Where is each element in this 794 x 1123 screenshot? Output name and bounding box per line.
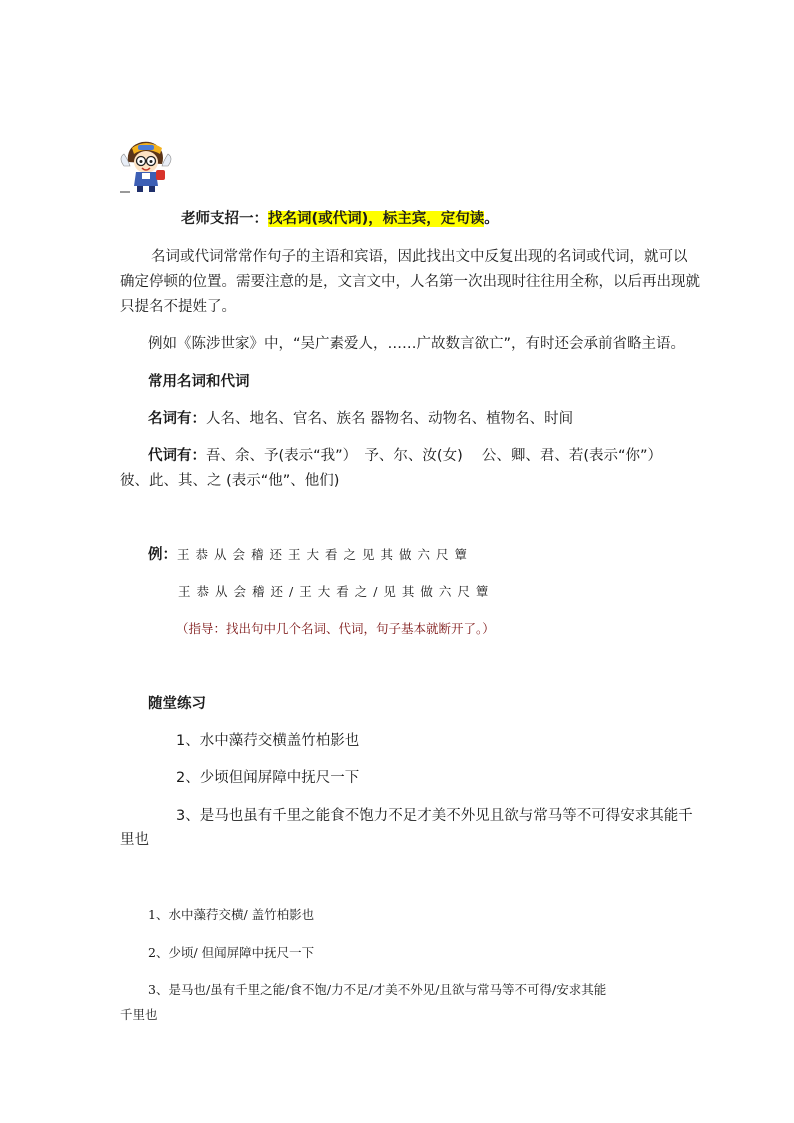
practice-question-3-line-2: 里也 <box>120 832 149 848</box>
example-paragraph: 例如《陈涉世家》中，“吴广素爱人，……广故数言欲亡”，有时还会承前省略主语。 <box>148 336 686 352</box>
pronouns-text: 吾、余、予(表示“我”） 予、尔、汝(女) 公、卿、君、若(表示“你”） <box>206 448 663 464</box>
pronouns-line-1 <box>148 446 662 466</box>
example-label: 例： <box>148 547 177 563</box>
teacher-tip-line <box>181 209 499 229</box>
common-words-heading: 常用名词和代词 <box>148 374 250 390</box>
pronouns-label: 代词有： <box>148 448 206 464</box>
answer-2: 2、少顷/ 但闻屏障中抚尺一下 <box>148 945 315 960</box>
intro-paragraph-line-1: 名词或代词常常作句子的主语和宾语，因此找出文中反复出现的名词或代词，就可以 <box>151 249 688 265</box>
tip-end: 。 <box>484 211 499 227</box>
example-sentence-line <box>148 545 473 565</box>
practice-question-2: 2、少顷但闻屏障中抚尺一下 <box>176 770 360 786</box>
answer-3-line-1: 3、是马也/虽有千里之能/食不饱/力不足/才美不外见/且欲与常马等不可得/安求其能 <box>148 982 607 997</box>
answer-1: 1、水中藻荇交横/ 盖竹柏影也 <box>148 907 315 922</box>
intro-paragraph-line-3: 只提名不提姓了。 <box>120 299 236 315</box>
tip-label: 老师支招一： <box>181 211 268 227</box>
tip-highlight: 找名词(或代词)，标主宾，定句读 <box>268 211 485 227</box>
nouns-label: 名词有： <box>148 411 206 427</box>
example-segmented: 王恭从会稽还/王大看之/见其做六尺簟 <box>178 584 495 599</box>
pronouns-line-2: 彼、此、其、之 (表示“他”、他们) <box>120 473 340 489</box>
answer-3-line-2: 千里也 <box>120 1007 158 1022</box>
practice-question-1: 1、水中藻荇交横盖竹柏影也 <box>176 733 360 749</box>
practice-question-3-line-1: 3、是马也虽有千里之能食不饱力不足才美不外见且欲与常马等不可得安求其能千 <box>176 808 693 824</box>
nouns-line <box>148 409 573 429</box>
example-hint: （指导：找出句中几个名词、代词，句子基本就断开了。） <box>176 621 495 636</box>
practice-heading: 随堂练习 <box>148 696 206 712</box>
intro-paragraph-line-2: 确定停顿的位置。需要注意的是，文言文中，人名第一次出现时往往用全称，以后再出现就 <box>120 274 700 290</box>
example-sentence: 王恭从会稽还王大看之见其做六尺簟 <box>177 547 474 562</box>
nouns-text: 人名、地名、官名、族名 器物名、动物名、植物名、时间 <box>206 411 574 427</box>
cartoon-girl-mascot-icon <box>118 136 176 194</box>
